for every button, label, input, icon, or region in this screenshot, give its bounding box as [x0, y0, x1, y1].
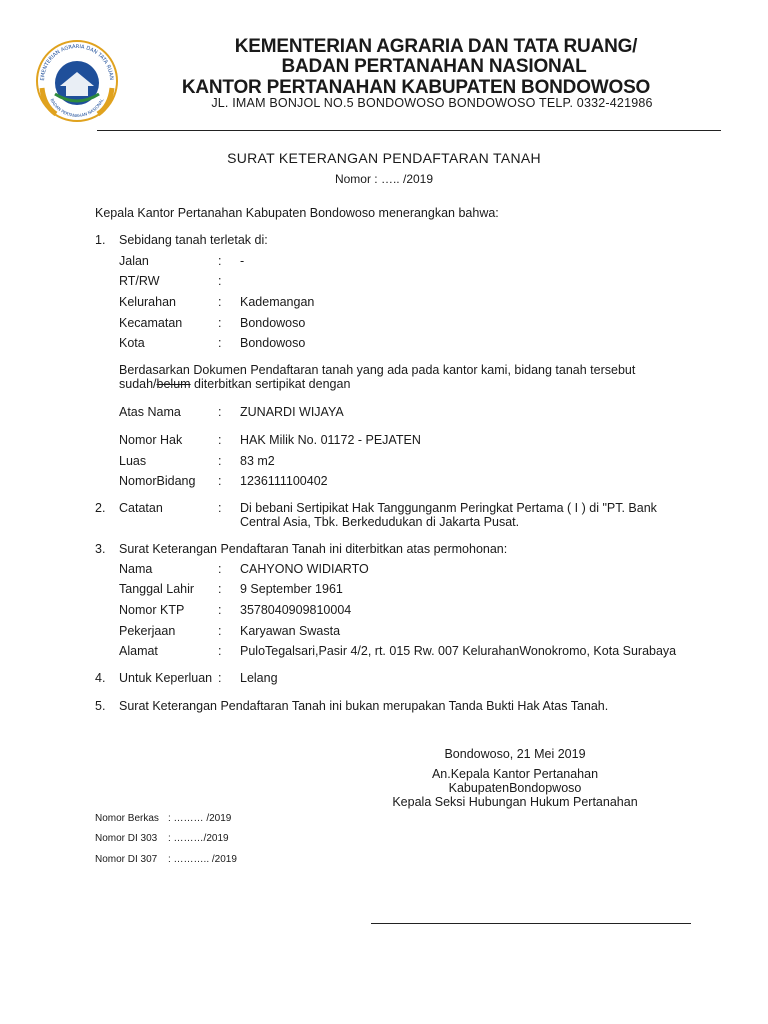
- applicant-label: Nomor KTP: [119, 603, 185, 617]
- ref-value: : ………/2019: [168, 833, 229, 844]
- signatory-position: Kepala Seksi Hubungan Hukum Pertanahan: [392, 795, 638, 809]
- document-title: SURAT KETERANGAN PENDAFTARAN TANAH: [227, 150, 541, 166]
- applicant-label: Alamat: [119, 644, 158, 658]
- signatory-line2: KabupatenBondopwoso: [448, 781, 582, 795]
- location-label: Jalan: [119, 254, 149, 268]
- location-label: Kelurahan: [119, 295, 176, 309]
- place-date: Bondowoso, 21 Mei 2019: [444, 747, 586, 761]
- rights-value: 1236111100402: [240, 474, 328, 488]
- location-label: Kota: [119, 336, 145, 350]
- status-done: sudah/: [119, 377, 157, 391]
- header-address: JL. IMAM BONJOL NO.5 BONDOWOSO BONDOWOSO TELP. 0332-421986: [211, 96, 653, 110]
- colon: :: [218, 474, 222, 488]
- logo-text-top: EMENTERIAN AGRARIA DAN TATA RUAN: [39, 43, 115, 81]
- colon: :: [218, 336, 222, 350]
- colon: :: [218, 295, 222, 309]
- location-value: Bondowoso: [240, 316, 306, 330]
- document-number: Nomor : ….. /2019: [334, 172, 434, 186]
- section2-number: 2.: [95, 501, 106, 515]
- ref-label: Nomor Berkas: [95, 813, 159, 824]
- colon: :: [218, 671, 222, 685]
- colon: :: [218, 644, 222, 658]
- applicant-value: 9 September 1961: [240, 582, 343, 596]
- colon: :: [218, 624, 222, 638]
- applicant-label: Tanggal Lahir: [119, 582, 195, 596]
- logo-text-bottom: BADAN PERTANAHAN NASIONAL: [49, 97, 105, 118]
- applicant-label: Pekerjaan: [119, 624, 176, 638]
- location-value: Kademangan: [240, 295, 315, 309]
- section1-number: 1.: [95, 233, 106, 247]
- section1-heading: Sebidang tanah terletak di:: [119, 233, 268, 247]
- rights-label: Nomor Hak: [119, 433, 183, 447]
- rights-value: HAK Milik No. 01172 - PEJATEN: [240, 433, 421, 447]
- owner-label: Atas Nama: [119, 405, 181, 419]
- note-line1: Di bebani Sertipikat Hak Tanggunganm Peringkat Pertama ( I ) di "PT. Bank: [240, 501, 657, 515]
- location-value: Bondowoso: [240, 336, 306, 350]
- section5-number: 5.: [95, 699, 106, 713]
- colon: :: [218, 254, 222, 268]
- location-label: Kecamatan: [119, 316, 183, 330]
- ref-label: Nomor DI 307: [95, 854, 158, 865]
- registration-paragraph: Berdasarkan Dokumen Pendaftaran tanah yang ada pada kantor kami, bidang tanah tersebut: [119, 363, 636, 377]
- section3-number: 3.: [95, 542, 106, 556]
- location-label: RT/RW: [119, 274, 160, 288]
- section4-number: 4.: [95, 671, 106, 685]
- purpose-label: Untuk Keperluan: [119, 671, 213, 685]
- colon: :: [218, 501, 222, 515]
- signature-line: [371, 923, 691, 924]
- colon: :: [218, 603, 222, 617]
- applicant-value: PuloTegalsari,Pasir 4/2, rt. 015 Rw. 007 KelurahanWonokromo, Kota Surabaya: [240, 644, 677, 658]
- intro-text: Kepala Kantor Pertanahan Kabupaten Bondowoso menerangkan bahwa:: [95, 206, 499, 220]
- owner-value: ZUNARDI WIJAYA: [240, 405, 344, 419]
- colon: :: [218, 454, 222, 468]
- colon: :: [218, 582, 222, 596]
- colon: :: [218, 405, 222, 419]
- header-agency: BADAN PERTANAHAN NASIONAL: [281, 56, 587, 77]
- section2-label: Catatan: [119, 501, 163, 515]
- ref-label: Nomor DI 303: [95, 833, 158, 844]
- rights-label: Luas: [119, 454, 147, 468]
- rights-label: NomorBidang: [119, 474, 196, 488]
- applicant-label: Nama: [119, 562, 153, 576]
- registration-status: [119, 377, 350, 392]
- applicant-value: Karyawan Swasta: [240, 624, 341, 638]
- header-ministry: KEMENTERIAN AGRARIA DAN TATA RUANG/: [234, 36, 638, 57]
- colon: :: [218, 433, 222, 447]
- colon: :: [218, 274, 222, 288]
- header-divider: [97, 130, 721, 131]
- ref-value: : ……… /2019: [168, 813, 232, 824]
- applicant-value: CAHYONO WIDIARTO: [240, 562, 369, 576]
- disclaimer-text: Surat Keterangan Pendaftaran Tanah ini bukan merupakan Tanda Bukti Hak Atas Tanah.: [119, 699, 609, 713]
- applicant-value: 3578040909810004: [240, 603, 352, 617]
- note-line2: Central Asia, Tbk. Berkedudukan di Jakarta Pusat.: [240, 515, 520, 529]
- colon: :: [218, 562, 222, 576]
- location-value: -: [240, 254, 245, 268]
- rights-value: 83 m2: [240, 454, 275, 468]
- colon: :: [218, 316, 222, 330]
- signatory-line1: An.Kepala Kantor Pertanahan: [431, 767, 599, 781]
- header-office: KANTOR PERTANAHAN KABUPATEN BONDOWOSO: [181, 77, 651, 98]
- ref-value: : ……….. /2019: [168, 854, 237, 865]
- purpose-value: Lelang: [240, 671, 278, 685]
- status-rest: diterbitkan sertipikat dengan: [190, 377, 351, 391]
- section3-heading: Surat Keterangan Pendaftaran Tanah ini diterbitkan atas permohonan:: [119, 542, 508, 556]
- status-not-struck: belum: [156, 377, 191, 391]
